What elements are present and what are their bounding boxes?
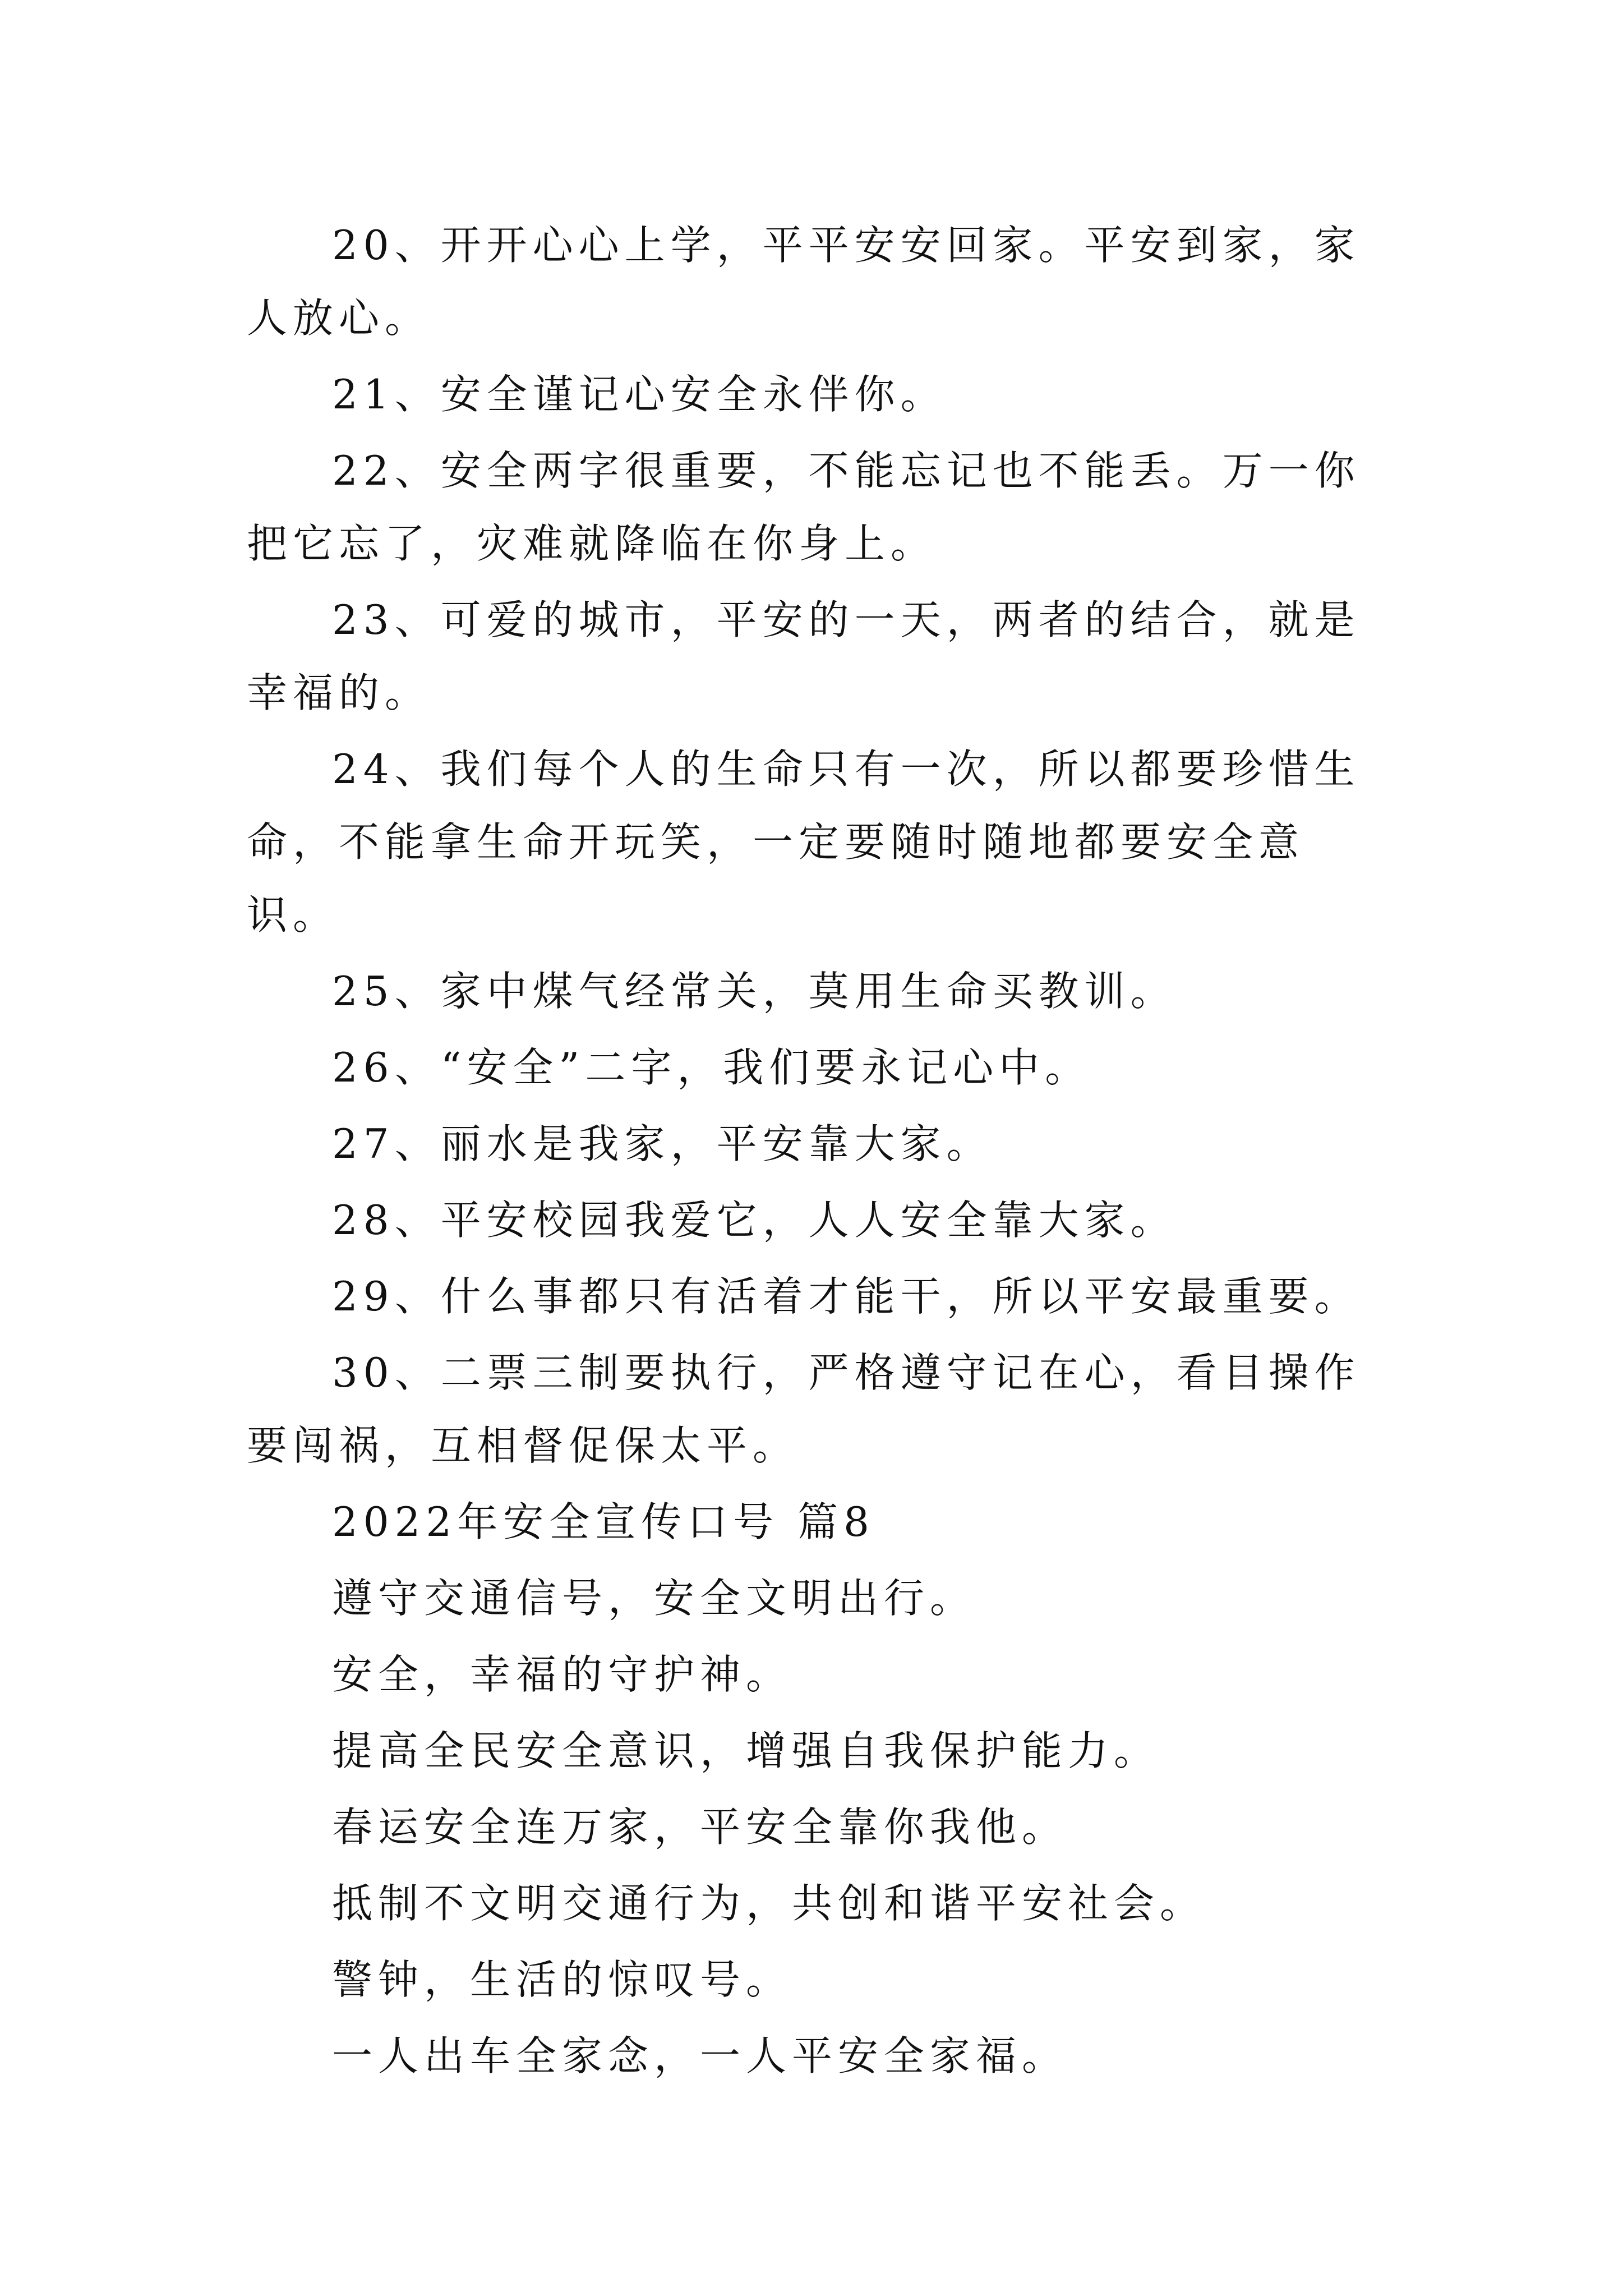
slogan-item: 抵制不文明交通行为，共创和谐平安社会。 [332,1880,1206,1927]
slogan-item: 一人出车全家念，一人平安全家福。 [332,2032,1068,2079]
section-heading: 2022年安全宣传口号 篇8 [332,1498,875,1545]
paragraph-25: 25、家中煤气经常关，莫用生命买教训。 [332,968,1177,1015]
slogan-item: 提高全民安全意识，增强自我保护能力。 [332,1727,1160,1774]
paragraph-23: 23、可爱的城市，平安的一天，两者的结合，就是幸福的。 [247,596,1361,716]
paragraph-30: 30、二票三制要执行，严格遵守记在心，看目操作要闯祸，互相督促保太平。 [247,1349,1361,1469]
slogan-item: 遵守交通信号，安全文明出行。 [332,1575,976,1622]
slogan-item: 春运安全连万家，平安全靠你我他。 [332,1803,1068,1851]
paragraph-28: 28、平安校园我爱它，人人安全靠大家。 [332,1197,1177,1244]
paragraph-29: 29、什么事都只有活着才能干，所以平安最重要。 [332,1273,1361,1320]
paragraph-27: 27、丽水是我家，平安靠大家。 [332,1120,993,1167]
slogan-item: 警钟，生活的惊叹号。 [332,1956,792,2003]
slogan-item: 安全，幸福的守护神。 [332,1651,792,1698]
paragraph-20: 20、开开心心上学，平平安安回家。平安到家，家人放心。 [247,222,1361,342]
document-body [247,209,1391,2096]
paragraph-24: 24、我们每个人的生命只有一次，所以都要珍惜生命，不能拿生命开玩笑，一定要随时随地都要安全意识。 [247,746,1361,938]
paragraph-22: 22、安全两字很重要，不能忘记也不能丢。万一你把它忘了，灾难就降临在你身上。 [247,447,1361,567]
paragraph-21: 21、安全谨记心安全永伴你。 [332,371,947,418]
paragraph-26: 26、“安全”二字，我们要永记心中。 [332,1044,1091,1091]
